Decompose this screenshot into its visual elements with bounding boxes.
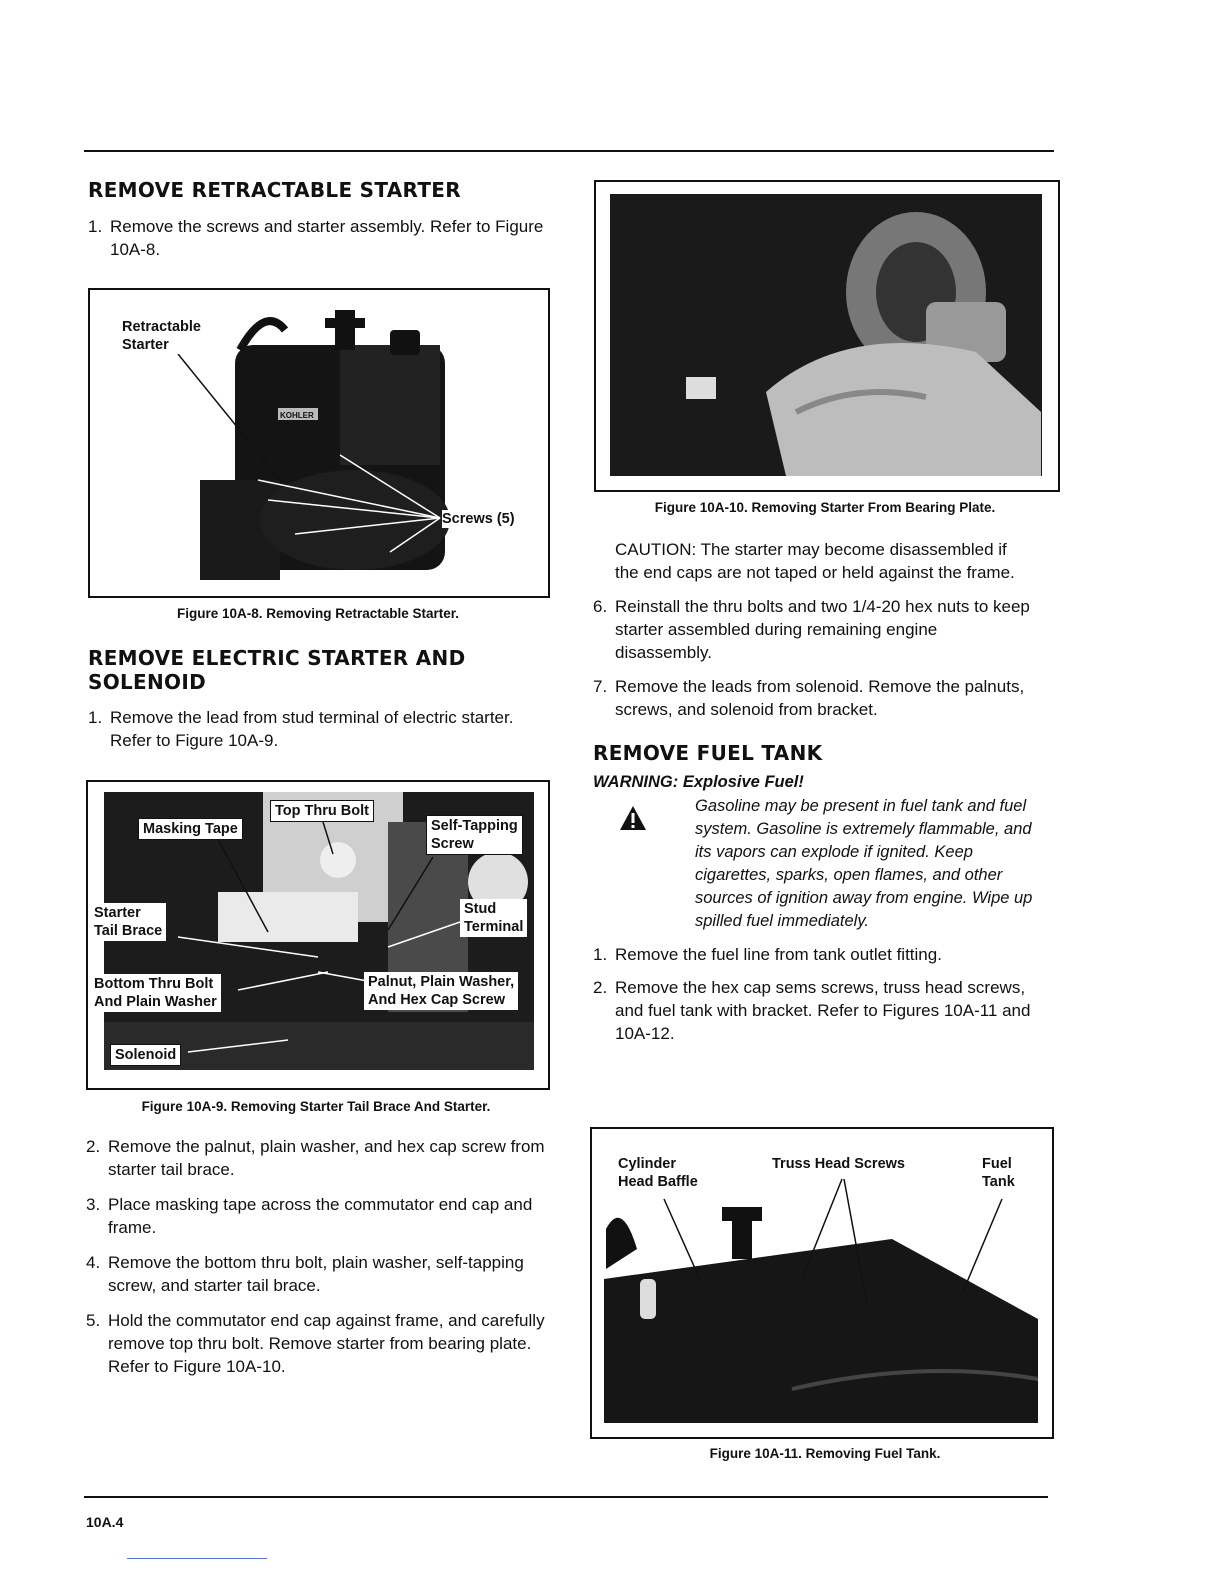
label-top-thru-bolt: Top Thru Bolt [270, 800, 374, 822]
caution-note: CAUTION: The starter may become disassembled if the end caps are not taped or held against the frame. [615, 540, 1015, 582]
label-truss-head-screws: Truss Head Screws [772, 1156, 905, 1172]
figure-10a-9-caption: Figure 10A-9. Removing Starter Tail Brace And Starter. [141, 1099, 491, 1114]
figure-10a-10 [594, 180, 1060, 492]
section-heading-retractable: REMOVE RETRACTABLE STARTER [88, 178, 461, 202]
label-screws: Screws (5) [442, 511, 515, 527]
section-heading-fuel-tank: REMOVE FUEL TANK [593, 741, 823, 765]
link-underline [127, 1558, 267, 1559]
right-column-text [593, 538, 1033, 1045]
label-starter-tail-brace: Starter Tail Brace [90, 903, 166, 941]
step-text: Remove the lead from stud terminal of electric starter. Refer to Figure 10A-9. [110, 708, 514, 750]
step-fuel-2 [593, 976, 1033, 1045]
step-electric-4 [86, 1251, 546, 1297]
page-number: 10A.4 [86, 1514, 124, 1530]
step-electric-1 [88, 706, 548, 752]
label-retractable-starter: Retractable Starter [122, 319, 201, 353]
left-column [88, 178, 548, 261]
step-text: Hold the commutator end cap against frame, and carefully remove top thru bolt. Remove starter from bearing plate. Refer to Figure 10A-10. [108, 1311, 545, 1376]
step-electric-2 [86, 1135, 546, 1181]
label-palnut: Palnut, Plain Washer, And Hex Cap Screw [364, 972, 518, 1010]
step-number: 5. [86, 1311, 101, 1330]
warning-block [593, 795, 1033, 933]
left-column-electric [88, 646, 548, 752]
warning-text: Gasoline may be present in fuel tank and fuel system. Gasoline is extremely flammable, and its vapors can explode if ignited. Keep cigarettes, sparks, open flames, and other sources of ignition away from engine. Wipe up spilled fuel immediately. [695, 797, 1033, 930]
label-stud-terminal: Stud Terminal [460, 899, 527, 937]
step-text: Remove the leads from solenoid. Remove the palnuts, screws, and solenoid from bracket. [615, 677, 1025, 719]
step-electric-3 [86, 1193, 546, 1239]
step-number: 7. [593, 677, 608, 696]
label-cylinder-head-baffle: Cylinder Head Baffle [618, 1156, 698, 1190]
step-electric-5 [86, 1309, 546, 1378]
label-self-tapping-screw: Self-Tapping Screw [426, 815, 523, 855]
step-text: Remove the fuel line from tank outlet fitting. [615, 945, 942, 964]
step-number: 2. [86, 1137, 101, 1156]
step-number: 1. [593, 945, 608, 964]
step-number: 6. [593, 597, 608, 616]
step-number: 3. [86, 1195, 101, 1214]
warning-title: WARNING: Explosive Fuel! [593, 773, 804, 791]
step-number: 2. [593, 978, 608, 997]
step-number: 4. [86, 1253, 101, 1272]
bottom-rule [84, 1496, 1048, 1498]
step-text: Reinstall the thru bolts and two 1/4-20 hex nuts to keep starter assembled during remaining engine disassembly. [615, 597, 1030, 662]
label-solenoid: Solenoid [110, 1044, 181, 1066]
figure-10a-8 [88, 288, 550, 598]
left-column-steps [86, 1135, 546, 1378]
step-text: Remove the bottom thru bolt, plain washer, self-tapping screw, and starter tail brace. [108, 1253, 524, 1295]
figure-10a-9 [86, 780, 550, 1090]
step-fuel-1 [593, 943, 1033, 966]
step-retractable-1 [88, 215, 548, 261]
figure-10a-8-caption: Figure 10A-8. Removing Retractable Starter. [176, 606, 460, 621]
figure-10a-10-caption: Figure 10A-10. Removing Starter From Bearing Plate. [654, 500, 996, 515]
warning-triangle-icon [619, 805, 647, 831]
figure-10a-11-caption: Figure 10A-11. Removing Fuel Tank. [709, 1446, 941, 1461]
step-text: Place masking tape across the commutator end cap and frame. [108, 1195, 533, 1237]
label-masking-tape: Masking Tape [138, 818, 243, 840]
step-text: Remove the palnut, plain washer, and hex cap screw from starter tail brace. [108, 1137, 545, 1179]
label-fuel-tank: Fuel Tank [982, 1156, 1015, 1190]
top-rule [84, 150, 1054, 152]
kohler-logo: KOHLER [280, 411, 314, 420]
step-text: Remove the hex cap sems screws, truss head screws, and fuel tank with bracket. Refer to Figures 10A-11 and 10A-12. [615, 978, 1031, 1043]
step-starter-6 [593, 595, 1033, 664]
starter-removal-photo [596, 182, 1058, 490]
step-number: 1. [88, 708, 103, 727]
step-number: 1. [88, 217, 103, 236]
step-starter-7 [593, 675, 1033, 721]
section-heading-electric: REMOVE ELECTRIC STARTER AND SOLENOID [88, 646, 466, 694]
step-text: Remove the screws and starter assembly. Refer to Figure 10A-8. [110, 217, 544, 259]
label-bottom-thru-bolt: Bottom Thru Bolt And Plain Washer [90, 974, 221, 1012]
figure-10a-11 [590, 1127, 1054, 1439]
